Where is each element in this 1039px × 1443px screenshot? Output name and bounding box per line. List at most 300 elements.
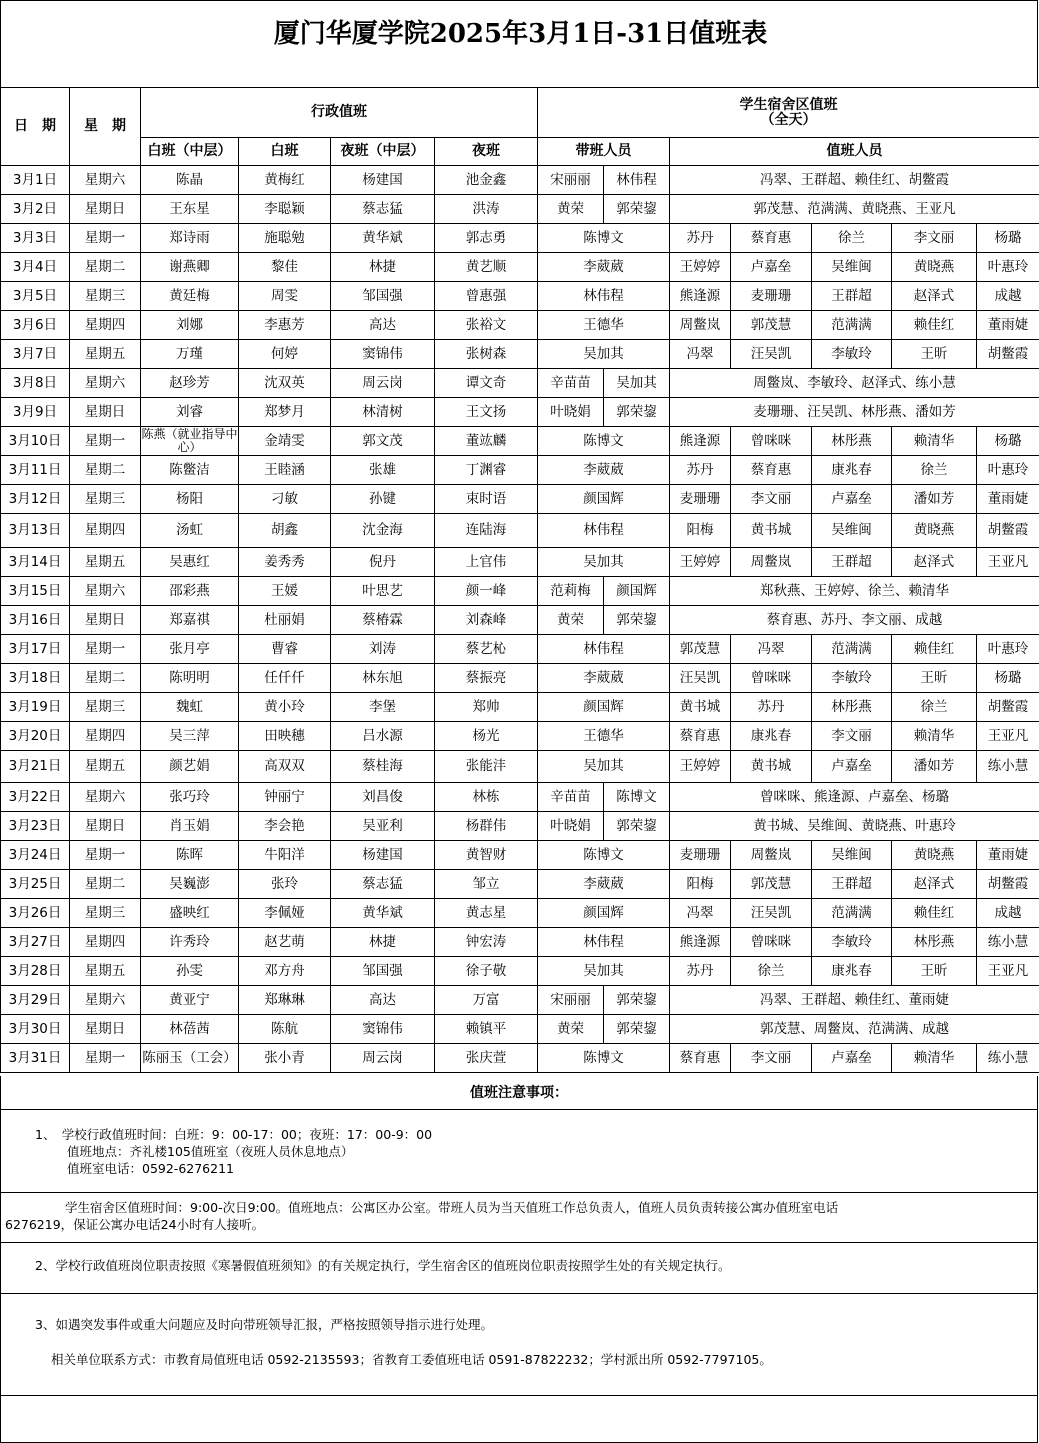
cell-date: 3月8日	[1, 369, 70, 398]
header-date: 日 期	[1, 88, 70, 166]
cell-staff: 练小慧	[977, 928, 1039, 957]
cell-staff: 苏丹	[670, 456, 731, 485]
cell-leader: 颜国辉	[538, 693, 670, 722]
cell-night-mid: 林清树	[331, 398, 435, 427]
cell-night-mid: 窦锦伟	[331, 340, 435, 369]
roster-row	[1, 398, 1039, 427]
cell-date: 3月20日	[1, 722, 70, 751]
duty-roster-table	[0, 87, 1039, 1073]
cell-staff: 杨璐	[977, 427, 1039, 456]
cell-night: 钟宏涛	[435, 928, 538, 957]
cell-night-mid: 周云岗	[331, 369, 435, 398]
cell-weekday: 星期日	[70, 606, 141, 635]
cell-staff: 麦珊珊	[670, 841, 731, 870]
roster-row	[1, 783, 1039, 812]
header-leader: 带班人员	[538, 138, 670, 166]
cell-staff: 曾咪咪	[731, 928, 812, 957]
note-admin-phone: 值班室电话：0592-6276211	[67, 1161, 234, 1176]
roster-row	[1, 606, 1039, 635]
cell-night-mid: 蔡桂海	[331, 751, 435, 783]
cell-day: 李聪颖	[239, 195, 331, 224]
cell-staff: 练小慧	[977, 751, 1039, 783]
cell-staff: 周鳖岚	[731, 548, 812, 577]
cell-night: 张庆萱	[435, 1044, 538, 1073]
cell-day-mid: 张月亭	[141, 635, 239, 664]
cell-staff: 范满满	[812, 635, 892, 664]
cell-date: 3月23日	[1, 812, 70, 841]
cell-staff: 阳梅	[670, 514, 731, 548]
cell-night: 万富	[435, 986, 538, 1015]
cell-staff: 王群超	[812, 870, 892, 899]
cell-staff-list: 周鳖岚、李敏玲、赵泽式、练小慧	[670, 369, 1039, 398]
cell-staff: 吴维闽	[812, 841, 892, 870]
cell-leader: 范莉梅	[538, 577, 604, 606]
roster-row	[1, 224, 1039, 253]
cell-date: 3月5日	[1, 282, 70, 311]
roster-row	[1, 1044, 1039, 1073]
cell-staff: 李敏玲	[812, 664, 892, 693]
cell-staff: 郭茂慧	[731, 311, 812, 340]
cell-leader: 吴加其	[538, 548, 670, 577]
cell-staff: 王亚凡	[977, 548, 1039, 577]
cell-date: 3月22日	[1, 783, 70, 812]
note-emergency	[0, 1294, 1038, 1396]
roster-row	[1, 485, 1039, 514]
cell-staff: 杨璐	[977, 664, 1039, 693]
cell-day: 任仟仟	[239, 664, 331, 693]
roster-row	[1, 693, 1039, 722]
cell-day-mid: 郑嘉祺	[141, 606, 239, 635]
cell-date: 3月31日	[1, 1044, 70, 1073]
cell-staff: 阳梅	[670, 870, 731, 899]
cell-staff: 李文丽	[892, 224, 977, 253]
cell-leader: 郭荣鋆	[604, 606, 670, 635]
cell-night: 王文扬	[435, 398, 538, 427]
cell-staff-list: 郭茂慧、范满满、黄晓燕、王亚凡	[670, 195, 1039, 224]
cell-weekday: 星期三	[70, 485, 141, 514]
cell-date: 3月4日	[1, 253, 70, 282]
cell-staff: 吴维闽	[812, 514, 892, 548]
cell-staff: 王群超	[812, 282, 892, 311]
cell-weekday: 星期六	[70, 783, 141, 812]
cell-day-mid: 刘娜	[141, 311, 239, 340]
cell-day: 沈双英	[239, 369, 331, 398]
page-title: 厦门华厦学院2025年3月1日-31日值班表	[273, 19, 768, 49]
cell-staff: 黄晓燕	[892, 841, 977, 870]
cell-weekday: 星期四	[70, 311, 141, 340]
cell-night: 丁渊睿	[435, 456, 538, 485]
cell-weekday: 星期六	[70, 577, 141, 606]
roster-row	[1, 166, 1039, 195]
cell-staff: 黄书城	[670, 693, 731, 722]
cell-day-mid: 黄亚宁	[141, 986, 239, 1015]
cell-leader: 李葳葳	[538, 456, 670, 485]
cell-staff-list: 曾咪咪、熊逢源、卢嘉垒、杨璐	[670, 783, 1039, 812]
cell-leader: 辛苗苗	[538, 783, 604, 812]
cell-day: 钟丽宁	[239, 783, 331, 812]
cell-staff: 赖清华	[892, 427, 977, 456]
header-weekday: 星 期	[70, 88, 141, 166]
cell-night-mid: 蔡志猛	[331, 195, 435, 224]
cell-leader: 王德华	[538, 311, 670, 340]
cell-staff: 林彤燕	[892, 928, 977, 957]
cell-day-mid: 颜艺娟	[141, 751, 239, 783]
cell-night-mid: 吴亚利	[331, 812, 435, 841]
cell-night: 林栋	[435, 783, 538, 812]
cell-staff: 林彤燕	[812, 427, 892, 456]
cell-night: 黄智财	[435, 841, 538, 870]
cell-staff: 苏丹	[731, 693, 812, 722]
cell-date: 3月28日	[1, 957, 70, 986]
cell-date: 3月12日	[1, 485, 70, 514]
cell-staff: 林彤燕	[812, 693, 892, 722]
cell-staff: 汪吴凯	[731, 340, 812, 369]
cell-day-mid: 万瑾	[141, 340, 239, 369]
cell-staff: 熊逢源	[670, 928, 731, 957]
cell-leader: 林伟程	[538, 282, 670, 311]
cell-leader: 黄荣	[538, 606, 604, 635]
roster-row	[1, 870, 1039, 899]
header-dorm-line2: （全天）	[760, 111, 817, 128]
cell-staff: 赖清华	[892, 1044, 977, 1073]
cell-weekday: 星期四	[70, 722, 141, 751]
cell-night-mid: 郭文茂	[331, 427, 435, 456]
cell-staff: 郭茂慧	[670, 635, 731, 664]
cell-date: 3月26日	[1, 899, 70, 928]
cell-staff: 王昕	[892, 340, 977, 369]
cell-staff: 范满满	[812, 899, 892, 928]
roster-row	[1, 369, 1039, 398]
cell-day: 张玲	[239, 870, 331, 899]
cell-night-mid: 张雄	[331, 456, 435, 485]
cell-staff: 曾咪咪	[731, 427, 812, 456]
cell-staff: 李文丽	[812, 722, 892, 751]
cell-day: 牛阳洋	[239, 841, 331, 870]
cell-date: 3月15日	[1, 577, 70, 606]
cell-staff: 苏丹	[670, 957, 731, 986]
cell-date: 3月9日	[1, 398, 70, 427]
cell-staff: 徐兰	[731, 957, 812, 986]
cell-staff: 王亚凡	[977, 957, 1039, 986]
cell-leader: 叶晓娟	[538, 812, 604, 841]
cell-date: 3月10日	[1, 427, 70, 456]
cell-day-mid: 黄廷梅	[141, 282, 239, 311]
cell-day: 金靖雯	[239, 427, 331, 456]
cell-date: 3月7日	[1, 340, 70, 369]
cell-weekday: 星期五	[70, 957, 141, 986]
roster-body	[1, 166, 1039, 1073]
cell-night: 董竑麟	[435, 427, 538, 456]
cell-night-mid: 刘涛	[331, 635, 435, 664]
roster-row	[1, 957, 1039, 986]
cell-staff: 叶惠玲	[977, 456, 1039, 485]
cell-night: 颜一峰	[435, 577, 538, 606]
cell-leader: 宋丽丽	[538, 166, 604, 195]
cell-staff: 李文丽	[731, 1044, 812, 1073]
cell-night: 杨群伟	[435, 812, 538, 841]
cell-night: 刘森峰	[435, 606, 538, 635]
cell-leader: 陈博文	[538, 1044, 670, 1073]
cell-day-mid: 郑诗雨	[141, 224, 239, 253]
roster-row	[1, 722, 1039, 751]
cell-leader: 郭荣鋆	[604, 195, 670, 224]
cell-night: 曾惠强	[435, 282, 538, 311]
cell-staff: 王昕	[892, 957, 977, 986]
cell-day: 曹睿	[239, 635, 331, 664]
cell-night-mid: 高达	[331, 311, 435, 340]
note-admin-location: 值班地点：齐礼楼105值班室（夜班人员休息地点）	[67, 1144, 354, 1159]
cell-night: 张能沣	[435, 751, 538, 783]
cell-weekday: 星期四	[70, 514, 141, 548]
cell-date: 3月25日	[1, 870, 70, 899]
cell-night: 连陆海	[435, 514, 538, 548]
cell-weekday: 星期六	[70, 166, 141, 195]
cell-staff: 周鳖岚	[731, 841, 812, 870]
cell-day: 施聪勉	[239, 224, 331, 253]
cell-day-mid: 陈晖	[141, 841, 239, 870]
cell-staff: 赵泽式	[892, 282, 977, 311]
header-dorm-line1: 学生宿舍区值班	[739, 96, 838, 113]
header-admin-duty: 行政值班	[141, 88, 538, 138]
cell-staff: 黄晓燕	[892, 253, 977, 282]
cell-night-mid: 窦锦伟	[331, 1015, 435, 1044]
cell-leader: 郭荣鋆	[604, 398, 670, 427]
cell-leader: 吴加其	[538, 751, 670, 783]
cell-day-mid: 王东星	[141, 195, 239, 224]
cell-date: 3月14日	[1, 548, 70, 577]
note-dorm-hours-line2: 6276219，保证公寓办电话24小时有人接听。	[5, 1217, 265, 1232]
cell-day-mid: 吴巍澎	[141, 870, 239, 899]
roster-row	[1, 577, 1039, 606]
cell-staff: 麦珊珊	[670, 485, 731, 514]
roster-row	[1, 751, 1039, 783]
cell-night: 蔡振亮	[435, 664, 538, 693]
cell-weekday: 星期二	[70, 456, 141, 485]
cell-day: 郑梦月	[239, 398, 331, 427]
cell-leader: 叶晓娟	[538, 398, 604, 427]
cell-staff: 赖佳红	[892, 899, 977, 928]
cell-date: 3月18日	[1, 664, 70, 693]
cell-day-mid: 吴惠红	[141, 548, 239, 577]
cell-leader: 颜国辉	[538, 485, 670, 514]
cell-staff: 徐兰	[812, 224, 892, 253]
cell-day-mid: 陈燕（就业指导中心）	[141, 427, 238, 454]
cell-staff: 胡鳖霞	[977, 870, 1039, 899]
cell-weekday: 星期三	[70, 282, 141, 311]
cell-date: 3月21日	[1, 751, 70, 783]
cell-night-mid: 林东旭	[331, 664, 435, 693]
cell-staff: 卢嘉垒	[731, 253, 812, 282]
cell-staff: 范满满	[812, 311, 892, 340]
note-contacts: 相关单位联系方式：市教育局值班电话 0592-2135593；省教育工委值班电话 0591-87822232；学村派出所 0592-7797105。	[51, 1352, 772, 1367]
cell-staff: 潘如芳	[892, 751, 977, 783]
header-day-mid: 白班（中层）	[141, 138, 239, 166]
cell-weekday: 星期一	[70, 224, 141, 253]
cell-staff-list: 冯翠、王群超、赖佳红、董雨婕	[670, 986, 1039, 1015]
cell-staff: 黄书城	[731, 751, 812, 783]
cell-day-mid: 陈丽玉（工会）	[141, 1044, 239, 1073]
cell-staff: 吴维闽	[812, 253, 892, 282]
cell-staff: 王昕	[892, 664, 977, 693]
cell-staff: 赖佳红	[892, 311, 977, 340]
cell-staff: 曾咪咪	[731, 664, 812, 693]
cell-night: 张裕文	[435, 311, 538, 340]
cell-staff: 董雨婕	[977, 485, 1039, 514]
roster-row	[1, 664, 1039, 693]
cell-day-mid: 赵珍芳	[141, 369, 239, 398]
cell-day: 高双双	[239, 751, 331, 783]
cell-staff: 卢嘉垒	[812, 485, 892, 514]
cell-weekday: 星期五	[70, 548, 141, 577]
cell-night-mid: 邹国强	[331, 957, 435, 986]
cell-leader: 吴加其	[604, 369, 670, 398]
cell-staff: 赵泽式	[892, 548, 977, 577]
roster-row	[1, 514, 1039, 548]
cell-night-mid: 黄华斌	[331, 224, 435, 253]
cell-staff-list: 冯翠、王群超、赖佳红、胡鳖霞	[670, 166, 1039, 195]
cell-staff: 蔡育惠	[731, 456, 812, 485]
cell-weekday: 星期四	[70, 928, 141, 957]
cell-night: 束时语	[435, 485, 538, 514]
cell-staff-list: 麦珊珊、汪吴凯、林彤燕、潘如芳	[670, 398, 1039, 427]
cell-day: 陈航	[239, 1015, 331, 1044]
cell-day: 刁敏	[239, 485, 331, 514]
cell-night-mid: 李堡	[331, 693, 435, 722]
cell-leader: 宋丽丽	[538, 986, 604, 1015]
cell-staff: 熊逢源	[670, 282, 731, 311]
cell-date: 3月24日	[1, 841, 70, 870]
cell-night: 郭志勇	[435, 224, 538, 253]
cell-day: 张小青	[239, 1044, 331, 1073]
cell-staff: 胡鳖霞	[977, 340, 1039, 369]
cell-day-mid: 孙雯	[141, 957, 239, 986]
header-staff: 值班人员	[670, 138, 1039, 166]
cell-day-mid: 邵彩燕	[141, 577, 239, 606]
roster-row	[1, 899, 1039, 928]
cell-day: 赵艺萌	[239, 928, 331, 957]
cell-day: 李佩娅	[239, 899, 331, 928]
cell-weekday: 星期二	[70, 664, 141, 693]
cell-staff: 黄晓燕	[892, 514, 977, 548]
cell-night-mid: 孙键	[331, 485, 435, 514]
cell-night: 洪涛	[435, 195, 538, 224]
cell-leader: 林伟程	[538, 514, 670, 548]
cell-weekday: 星期五	[70, 340, 141, 369]
cell-leader: 黄荣	[538, 1015, 604, 1044]
header-dorm-duty	[538, 88, 1039, 138]
cell-night: 谭文奇	[435, 369, 538, 398]
cell-staff: 李文丽	[731, 485, 812, 514]
cell-night-mid: 叶思艺	[331, 577, 435, 606]
cell-leader: 林伟程	[604, 166, 670, 195]
cell-leader: 王德华	[538, 722, 670, 751]
cell-weekday: 星期日	[70, 398, 141, 427]
cell-leader: 陈博文	[538, 427, 670, 456]
cell-staff: 潘如芳	[892, 485, 977, 514]
cell-day-mid: 肖玉娟	[141, 812, 239, 841]
cell-staff: 叶惠玲	[977, 635, 1039, 664]
cell-staff-list: 郑秋燕、王婷婷、徐兰、赖清华	[670, 577, 1039, 606]
header-day: 白班	[239, 138, 331, 166]
cell-day-mid: 陈晶	[141, 166, 239, 195]
cell-date: 3月27日	[1, 928, 70, 957]
header-night: 夜班	[435, 138, 538, 166]
cell-night: 黄艺顺	[435, 253, 538, 282]
cell-staff: 赖清华	[892, 722, 977, 751]
cell-staff: 熊逢源	[670, 427, 731, 456]
cell-night: 徐子敬	[435, 957, 538, 986]
note-dorm-hours-line1: 学生宿舍区值班时间：9:00-次日9:00。值班地点：公寓区办公室。带班人员为当天值班工作总负责人，值班人员负责转接公寓办值班室电话	[65, 1200, 839, 1215]
cell-leader: 李葳葳	[538, 870, 670, 899]
cell-day-mid: 盛映红	[141, 899, 239, 928]
cell-staff: 康兆春	[812, 456, 892, 485]
cell-night: 黄志星	[435, 899, 538, 928]
cell-weekday: 星期一	[70, 1044, 141, 1073]
note-dorm-hours	[0, 1193, 1038, 1243]
title-row	[0, 0, 1038, 87]
cell-night: 张树森	[435, 340, 538, 369]
cell-day: 何婷	[239, 340, 331, 369]
cell-leader: 黄荣	[538, 195, 604, 224]
cell-day: 周雯	[239, 282, 331, 311]
cell-staff-list: 黄书城、吴维闽、黄晓燕、叶惠玲	[670, 812, 1039, 841]
cell-night-mid: 蔡志猛	[331, 870, 435, 899]
cell-day-mid: 陈鳖洁	[141, 456, 239, 485]
cell-day: 黄小玲	[239, 693, 331, 722]
cell-day-mid: 吴三萍	[141, 722, 239, 751]
cell-staff: 麦珊珊	[731, 282, 812, 311]
cell-staff: 汪吴凯	[670, 664, 731, 693]
cell-staff: 周鳖岚	[670, 311, 731, 340]
cell-staff: 董雨婕	[977, 311, 1039, 340]
cell-night-mid: 林捷	[331, 928, 435, 957]
cell-day: 姜秀秀	[239, 548, 331, 577]
roster-row	[1, 456, 1039, 485]
notes-title: 值班注意事项：	[0, 1076, 1038, 1110]
cell-staff: 王群超	[812, 548, 892, 577]
roster-row	[1, 282, 1039, 311]
cell-night-mid: 周云岗	[331, 1044, 435, 1073]
roster-row	[1, 928, 1039, 957]
cell-night: 蔡艺杺	[435, 635, 538, 664]
cell-night-mid: 杨建国	[331, 166, 435, 195]
cell-weekday: 星期一	[70, 841, 141, 870]
cell-weekday: 星期一	[70, 635, 141, 664]
cell-day: 胡鑫	[239, 514, 331, 548]
cell-weekday: 星期一	[70, 427, 141, 456]
cell-day-mid: 魏虹	[141, 693, 239, 722]
cell-staff: 黄书城	[731, 514, 812, 548]
cell-staff: 卢嘉垒	[812, 1044, 892, 1073]
roster-row	[1, 195, 1039, 224]
cell-weekday: 星期日	[70, 1015, 141, 1044]
cell-day: 郑琳琳	[239, 986, 331, 1015]
cell-staff: 叶惠玲	[977, 253, 1039, 282]
cell-date: 3月16日	[1, 606, 70, 635]
cell-leader: 颜国辉	[604, 577, 670, 606]
roster-row	[1, 253, 1039, 282]
cell-night-mid: 吕水源	[331, 722, 435, 751]
cell-night-mid: 林捷	[331, 253, 435, 282]
cell-staff: 李敏玲	[812, 928, 892, 957]
cell-night-mid: 杨建国	[331, 841, 435, 870]
cell-staff: 蔡育惠	[670, 1044, 731, 1073]
cell-date: 3月11日	[1, 456, 70, 485]
cell-day-mid: 杨阳	[141, 485, 239, 514]
cell-day-mid: 汤虹	[141, 514, 239, 548]
roster-row	[1, 812, 1039, 841]
cell-staff: 成越	[977, 899, 1039, 928]
